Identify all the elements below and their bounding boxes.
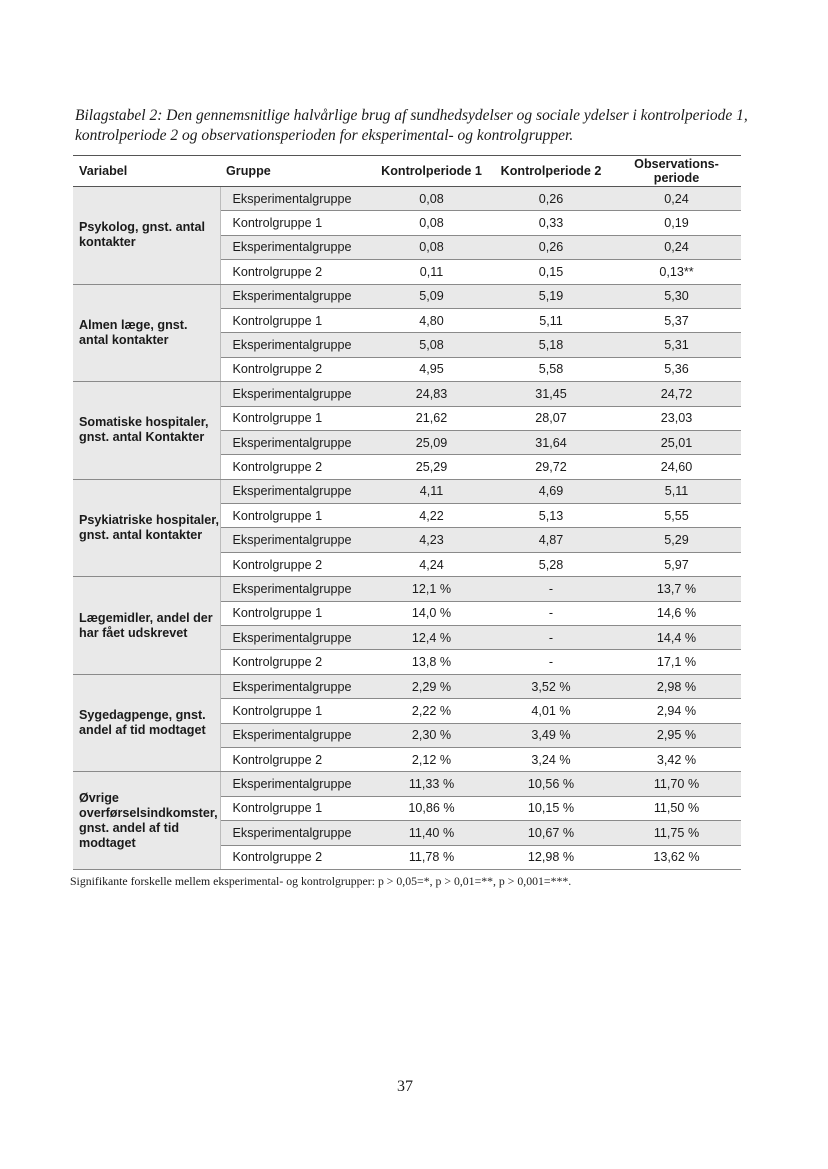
observationsperiode-cell: 3,42 %: [612, 747, 741, 771]
table-row: [73, 382, 741, 406]
statistics-table: [73, 155, 741, 870]
kontrolperiode-2-cell: 4,01 %: [490, 699, 612, 723]
observationsperiode-cell: 23,03: [612, 406, 741, 430]
observationsperiode-cell: 5,11: [612, 479, 741, 503]
table-body: [73, 187, 741, 870]
gruppe-cell: Kontrolgruppe 2: [220, 845, 373, 869]
gruppe-cell: Eksperimentalgruppe: [220, 723, 373, 747]
gruppe-cell: Kontrolgruppe 1: [220, 699, 373, 723]
gruppe-cell: Eksperimentalgruppe: [220, 430, 373, 454]
gruppe-cell: Eksperimentalgruppe: [220, 187, 373, 211]
kontrolperiode-2-cell: 5,19: [490, 284, 612, 308]
gruppe-cell: Eksperimentalgruppe: [220, 772, 373, 796]
table-row: [73, 674, 741, 698]
observationsperiode-cell: 0,13**: [612, 260, 741, 284]
kontrolperiode-2-cell: 10,15 %: [490, 796, 612, 820]
gruppe-cell: Eksperimentalgruppe: [220, 674, 373, 698]
table-header: [73, 156, 741, 187]
variable-label: Psykolog, gnst. antal kontakter: [73, 187, 220, 285]
kontrolperiode-2-cell: 10,67 %: [490, 821, 612, 845]
table-row: [73, 577, 741, 601]
gruppe-cell: Eksperimentalgruppe: [220, 235, 373, 259]
gruppe-cell: Kontrolgruppe 1: [220, 211, 373, 235]
observationsperiode-cell: 5,29: [612, 528, 741, 552]
kontrolperiode-2-cell: 5,28: [490, 552, 612, 576]
kontrolperiode-1-cell: 2,29 %: [373, 674, 490, 698]
gruppe-cell: Kontrolgruppe 1: [220, 504, 373, 528]
kontrolperiode-1-cell: 2,12 %: [373, 747, 490, 771]
observationsperiode-cell: 13,62 %: [612, 845, 741, 869]
observationsperiode-cell: 14,6 %: [612, 601, 741, 625]
kontrolperiode-1-cell: 4,95: [373, 357, 490, 381]
kontrolperiode-1-cell: 5,09: [373, 284, 490, 308]
observationsperiode-cell: 11,75 %: [612, 821, 741, 845]
observationsperiode-cell: 11,70 %: [612, 772, 741, 796]
kontrolperiode-1-cell: 0,08: [373, 187, 490, 211]
observationsperiode-cell: 13,7 %: [612, 577, 741, 601]
gruppe-cell: Kontrolgruppe 1: [220, 406, 373, 430]
kontrolperiode-1-cell: 14,0 %: [373, 601, 490, 625]
kontrolperiode-1-cell: 24,83: [373, 382, 490, 406]
kontrolperiode-1-cell: 0,08: [373, 235, 490, 259]
kontrolperiode-2-cell: 0,15: [490, 260, 612, 284]
gruppe-cell: Kontrolgruppe 2: [220, 650, 373, 674]
kontrolperiode-1-cell: 11,78 %: [373, 845, 490, 869]
observationsperiode-cell: 11,50 %: [612, 796, 741, 820]
kontrolperiode-2-cell: 5,11: [490, 308, 612, 332]
observationsperiode-cell: 5,97: [612, 552, 741, 576]
header-observationsperiode: Observations-periode: [612, 156, 741, 187]
page-number: 37: [397, 1078, 413, 1095]
kontrolperiode-2-cell: 3,49 %: [490, 723, 612, 747]
gruppe-cell: Eksperimentalgruppe: [220, 284, 373, 308]
observationsperiode-cell: 5,55: [612, 504, 741, 528]
kontrolperiode-2-cell: 4,87: [490, 528, 612, 552]
kontrolperiode-1-cell: 10,86 %: [373, 796, 490, 820]
observationsperiode-cell: 25,01: [612, 430, 741, 454]
variable-label: Psykiatriske hospitaler, gnst. antal kontakter: [73, 479, 220, 577]
variable-label: Almen læge, gnst. antal kontakter: [73, 284, 220, 382]
kontrolperiode-1-cell: 2,30 %: [373, 723, 490, 747]
observationsperiode-cell: 0,19: [612, 211, 741, 235]
header-row: [73, 156, 741, 187]
kontrolperiode-2-cell: 31,64: [490, 430, 612, 454]
observationsperiode-cell: 14,4 %: [612, 626, 741, 650]
observationsperiode-cell: 2,98 %: [612, 674, 741, 698]
kontrolperiode-2-cell: -: [490, 577, 612, 601]
kontrolperiode-1-cell: 25,29: [373, 455, 490, 479]
table-row: [73, 187, 741, 211]
gruppe-cell: Kontrolgruppe 2: [220, 747, 373, 771]
kontrolperiode-2-cell: -: [490, 601, 612, 625]
kontrolperiode-2-cell: 3,52 %: [490, 674, 612, 698]
kontrolperiode-2-cell: 3,24 %: [490, 747, 612, 771]
observationsperiode-cell: 17,1 %: [612, 650, 741, 674]
gruppe-cell: Kontrolgruppe 2: [220, 455, 373, 479]
gruppe-cell: Kontrolgruppe 2: [220, 260, 373, 284]
kontrolperiode-2-cell: 5,18: [490, 333, 612, 357]
table-row: [73, 284, 741, 308]
kontrolperiode-2-cell: 0,26: [490, 187, 612, 211]
table-row: [73, 772, 741, 796]
header-variabel: Variabel: [73, 156, 220, 187]
gruppe-cell: Eksperimentalgruppe: [220, 479, 373, 503]
observationsperiode-cell: 2,94 %: [612, 699, 741, 723]
kontrolperiode-2-cell: 31,45: [490, 382, 612, 406]
observationsperiode-cell: 2,95 %: [612, 723, 741, 747]
gruppe-cell: Kontrolgruppe 1: [220, 796, 373, 820]
kontrolperiode-2-cell: 5,13: [490, 504, 612, 528]
kontrolperiode-1-cell: 4,23: [373, 528, 490, 552]
observationsperiode-cell: 5,31: [612, 333, 741, 357]
kontrolperiode-2-cell: -: [490, 650, 612, 674]
table-caption: Bilagstabel 2: Den gennemsnitlige halvårlige brug af sundhedsydelser og sociale ydelser i kontrolperiode 1, kontrolperiode 2 og observationsperioden for eksperimental- og kontrolgrupper.: [75, 107, 748, 144]
kontrolperiode-2-cell: 29,72: [490, 455, 612, 479]
kontrolperiode-1-cell: 0,11: [373, 260, 490, 284]
kontrolperiode-1-cell: 13,8 %: [373, 650, 490, 674]
gruppe-cell: Eksperimentalgruppe: [220, 333, 373, 357]
observationsperiode-cell: 0,24: [612, 235, 741, 259]
gruppe-cell: Kontrolgruppe 2: [220, 552, 373, 576]
variable-label: Lægemidler, andel der har fået udskrevet: [73, 577, 220, 675]
kontrolperiode-2-cell: 28,07: [490, 406, 612, 430]
kontrolperiode-1-cell: 4,22: [373, 504, 490, 528]
gruppe-cell: Kontrolgruppe 1: [220, 601, 373, 625]
kontrolperiode-1-cell: 4,11: [373, 479, 490, 503]
kontrolperiode-1-cell: 5,08: [373, 333, 490, 357]
kontrolperiode-1-cell: 2,22 %: [373, 699, 490, 723]
observationsperiode-cell: 5,37: [612, 308, 741, 332]
kontrolperiode-2-cell: 0,26: [490, 235, 612, 259]
header-gruppe: Gruppe: [220, 156, 373, 187]
footnote: Signifikante forskelle mellem eksperimental- og kontrolgrupper: p > 0,05=*, p > 0,01=**, p > 0,001=***.: [70, 874, 572, 888]
gruppe-cell: Eksperimentalgruppe: [220, 577, 373, 601]
gruppe-cell: Kontrolgruppe 2: [220, 357, 373, 381]
kontrolperiode-2-cell: 12,98 %: [490, 845, 612, 869]
kontrolperiode-2-cell: 5,58: [490, 357, 612, 381]
observationsperiode-cell: 5,36: [612, 357, 741, 381]
variable-label: Somatiske hospitaler, gnst. antal Kontakter: [73, 382, 220, 480]
gruppe-cell: Kontrolgruppe 1: [220, 308, 373, 332]
observationsperiode-cell: 24,72: [612, 382, 741, 406]
kontrolperiode-1-cell: 21,62: [373, 406, 490, 430]
header-kontrolperiode-1: Kontrolperiode 1: [373, 156, 490, 187]
kontrolperiode-1-cell: 11,33 %: [373, 772, 490, 796]
kontrolperiode-1-cell: 4,80: [373, 308, 490, 332]
kontrolperiode-1-cell: 0,08: [373, 211, 490, 235]
kontrolperiode-1-cell: 12,1 %: [373, 577, 490, 601]
variable-label: Øvrige overførselsindkomster, gnst. andel af tid modtaget: [73, 772, 220, 870]
kontrolperiode-2-cell: -: [490, 626, 612, 650]
observationsperiode-cell: 24,60: [612, 455, 741, 479]
kontrolperiode-1-cell: 4,24: [373, 552, 490, 576]
header-kontrolperiode-2: Kontrolperiode 2: [490, 156, 612, 187]
table-row: [73, 479, 741, 503]
gruppe-cell: Eksperimentalgruppe: [220, 626, 373, 650]
gruppe-cell: Eksperimentalgruppe: [220, 821, 373, 845]
kontrolperiode-1-cell: 12,4 %: [373, 626, 490, 650]
kontrolperiode-1-cell: 25,09: [373, 430, 490, 454]
kontrolperiode-2-cell: 10,56 %: [490, 772, 612, 796]
gruppe-cell: Eksperimentalgruppe: [220, 528, 373, 552]
gruppe-cell: Eksperimentalgruppe: [220, 382, 373, 406]
kontrolperiode-2-cell: 0,33: [490, 211, 612, 235]
observationsperiode-cell: 5,30: [612, 284, 741, 308]
variable-label: Sygedagpenge, gnst. andel af tid modtaget: [73, 674, 220, 772]
observationsperiode-cell: 0,24: [612, 187, 741, 211]
kontrolperiode-1-cell: 11,40 %: [373, 821, 490, 845]
kontrolperiode-2-cell: 4,69: [490, 479, 612, 503]
